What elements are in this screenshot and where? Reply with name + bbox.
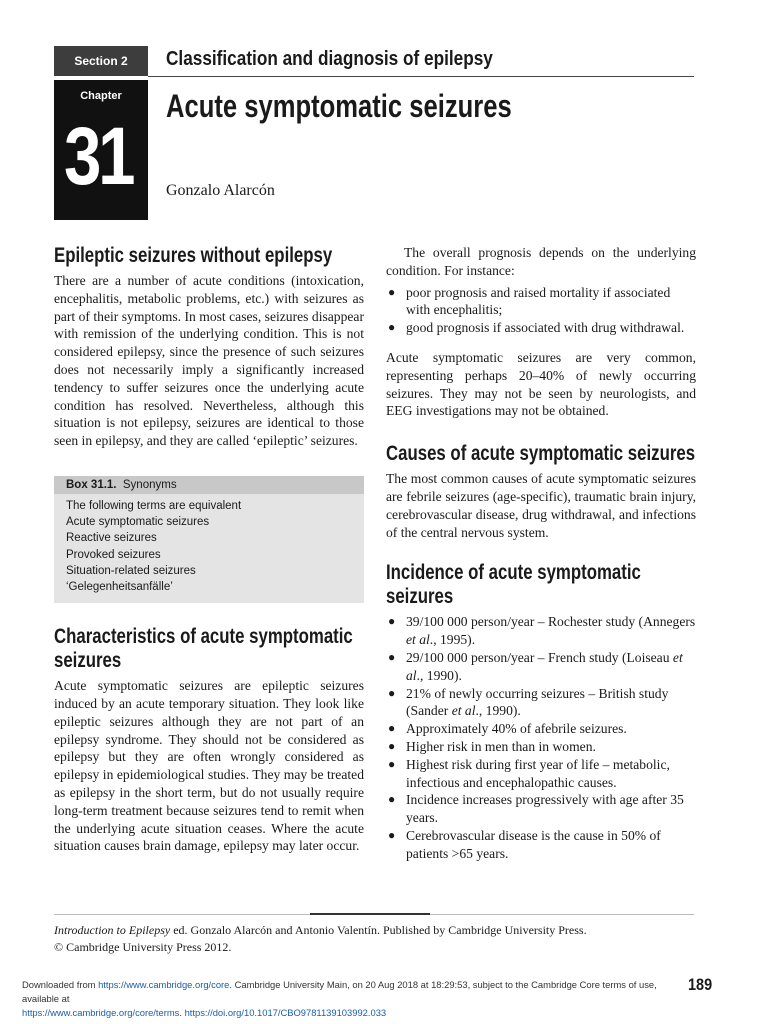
chapter-number: 31 [64,111,133,202]
incidence-item: ● Incidence increases progressively with age after 35 years. [388,792,684,826]
heading-epileptic-seizures-without-epilepsy: Epileptic seizures without epilepsy [54,244,333,267]
synonym-item: Acute symptomatic seizures [66,516,210,529]
chapter-title: Acute symptomatic seizures [166,88,512,124]
list-item: ● good prognosis if associated with drug withdrawal. [388,320,685,336]
section-tag: Section 2 [54,46,148,76]
paragraph-intro: There are a number of acute conditions (intoxication, encephalitis, metabolic problems, etc.) with seizures as part of their symptoms. In most cases, seizures disappear with remission of the underlying condition. This is not considered epilepsy, since the presence of such seizures does not necessarily imply a significantly increased tendency to suffer seizures once the underlying acute condition has resolved. Nevertheless, although this situation is not epilepsy, seizures are identical to those seen in epilepsy, and they are called ‘epileptic’ seizures. [54,273,364,449]
paragraph-frequency: Acute symptomatic seizures are very common, representing perhaps 20–40% of newly occurring seizures. They may not be seen by neurologists, and EEG investigations may not be obtained. [386,349,696,419]
bullet-icon: ● [388,721,396,736]
bullet-icon: ● [388,738,396,753]
chapter-label: Chapter [80,90,122,102]
book-title: Introduction to Epilepsy [54,923,171,937]
synonym-item: Reactive seizures [66,532,157,545]
incidence-item: ● Approximately 40% of afebrile seizures. [388,721,627,737]
bullet-icon: ● [388,756,396,771]
paragraph-characteristics: Acute symptomatic seizures are epileptic seizures induced by an acute temporary situation. They look like epileptic seizures although they are not part of an epilepsy syndrome. They should not be considered as epilepsy but they are often wrongly considered as epilepsy in epidemiological studies. They may be treated as epilepsy in the short term, but do not usually require long-term treatment because seizures tend to remit when the underlying acute situation ceases. Where the acute situation causes brain damage, epilepsy may later occur. [54,678,364,854]
synonyms-box-title: Synonyms [122,478,177,491]
synonyms-box-header [54,476,364,494]
terms-link[interactable]: https://www.cambridge.org/core/terms [22,1007,180,1018]
incidence-item: ● 39/100 000 person/year – Rochester study (Annegers et al., 1995). [388,614,696,648]
incidence-list [386,613,696,862]
footer-divider-accent [310,913,430,915]
bullet-icon: ● [388,649,396,664]
citation [54,922,694,956]
right-column [386,244,696,863]
page-number: 189 [688,975,713,994]
section-title: Classification and diagnosis of epilepsy [166,48,493,70]
doi-link[interactable]: https://doi.org/10.1017/CBO9781139103992.033 [184,1007,387,1018]
citation-details: ed. Gonzalo Alarcón and Antonio Valentín. Published by Cambridge University Press. [170,923,587,937]
bullet-icon: ● [388,792,396,807]
chapter-box [54,80,148,220]
incidence-item: ● Higher risk in men than in women. [388,738,596,754]
left-column [54,244,364,855]
heading-characteristics: Characteristics of acute symptomatic seizures [54,625,353,673]
synonyms-box-label: Box 31.1. [66,478,117,491]
cambridge-core-link[interactable]: https://www.cambridge.org/core [98,979,230,990]
incidence-item: ● Cerebrovascular disease is the cause in 50% of patients >65 years. [388,827,661,861]
incidence-item: ● 21% of newly occurring seizures – British study (Sander et al., 1990). [388,685,669,719]
copyright-notice: © Cambridge University Press 2012. [54,940,232,954]
section-divider [148,76,694,77]
bullet-icon: ● [388,614,396,629]
synonym-item: The following terms are equivalent [66,499,242,512]
synonym-item: Situation-related seizures [66,564,196,577]
incidence-item: ● Highest risk during first year of life – metabolic, infectious and encephalopathic causes. [388,756,670,790]
synonyms-box [54,476,364,603]
paragraph-causes: The most common causes of acute symptomatic seizures are febrile seizures (age-specific), traumatic brain injury, cerebrovascular disease, drug withdrawal, and infections of the central nervous system. [386,471,696,540]
synonym-item: ‘Gelegenheitsanfälle’ [66,580,173,593]
incidence-item: ● 29/100 000 person/year – French study (Loiseau et al., 1990). [388,649,683,683]
heading-incidence: Incidence of acute symptomatic seizures [386,561,641,609]
bullet-icon: ● [388,284,396,299]
author-name: Gonzalo Alarcón [166,182,275,199]
bullet-icon: ● [388,685,396,700]
synonym-item: Provoked seizures [66,548,161,561]
list-item: ● poor prognosis and raised mortality if associated with encephalitis; [388,284,671,318]
download-notice: Downloaded from https://www.cambridge.org/core. Cambridge University Main, on 20 Aug 2018 at 18:29:53, subject to the Cambridge Core terms of use, available at https://www.cambridge.org/core/terms. https://doi.org/10.1017/CBO9781139103992.033 [22,979,657,1018]
paragraph-prognosis: The overall prognosis depends on the underlying condition. For instance: [386,245,696,278]
prognosis-list [386,284,696,337]
heading-causes: Causes of acute symptomatic seizures [386,442,696,466]
bullet-icon: ● [388,320,396,335]
bullet-icon: ● [388,827,396,842]
